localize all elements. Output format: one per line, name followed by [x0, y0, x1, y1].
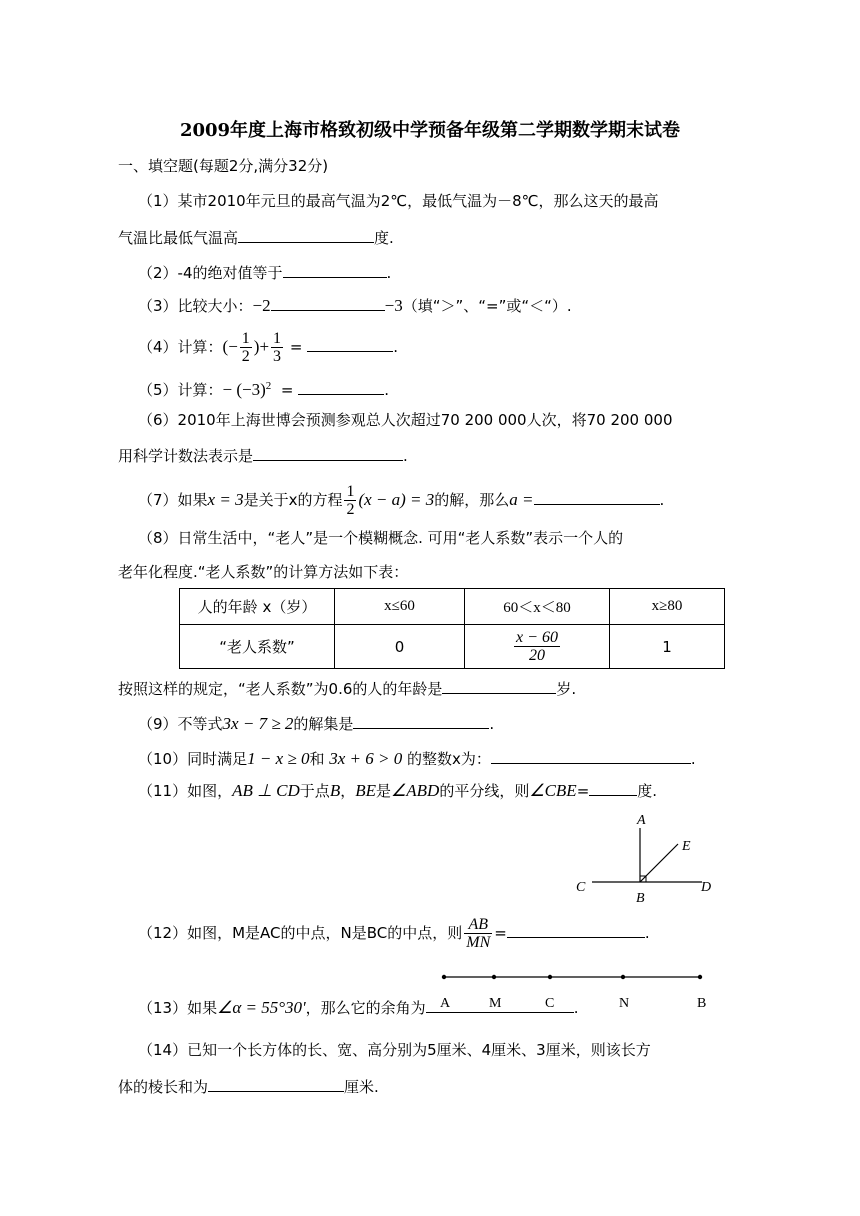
q5-end: .	[384, 381, 389, 399]
q11-unit: 度.	[637, 782, 658, 800]
q14-text: 体的棱长和为	[118, 1078, 209, 1096]
q14-unit: 厘米.	[344, 1078, 379, 1096]
q3-text: （3）比较大小：	[138, 297, 253, 315]
q4-text: （4）计算：	[138, 338, 223, 356]
q9-text-2: 的解集是	[293, 715, 354, 733]
question-14-line-1: （14）已知一个长方体的长、宽、高分别为5厘米、4厘米、3厘米，则该长方	[138, 1041, 651, 1059]
table-cell-fraction: $\frac{x - 60}{20}$	[465, 625, 610, 669]
q10-inequality-2: 3x + 6 > 0	[329, 749, 403, 768]
label-a: A	[637, 813, 646, 828]
label-d: D	[701, 880, 712, 895]
table-header-cell: x≥80	[610, 589, 725, 625]
q8-text: 按照这样的规定，“老人系数”为0.6的人的年龄是	[118, 680, 443, 698]
q5-text: （5）计算：	[138, 381, 223, 399]
q11-expr-3: ∠ABD	[391, 781, 440, 800]
q2-end: .	[386, 264, 392, 282]
q4-fraction-1: $\frac{1}{2}$	[241, 330, 250, 365]
q11-comma: ，	[340, 782, 356, 800]
q7-text-3: 的解，那么	[434, 491, 510, 509]
q9-inequality: 3x − 7 ≥ 2	[222, 714, 294, 733]
table-header-cell: 60＜x＜80	[465, 589, 610, 625]
label-c: C	[576, 880, 586, 895]
q4-fraction-2: $\frac{1}{3}$	[273, 330, 282, 365]
q3-left-value: −2	[252, 296, 271, 315]
point-c	[548, 975, 552, 979]
q3-right-value: −3	[384, 296, 403, 315]
q4-mid: )+	[253, 337, 270, 356]
q13-text-2: ，那么它的余角为	[305, 999, 426, 1017]
q13-angle: ∠α = 55°30'	[217, 998, 306, 1017]
question-6-line-1: （6）2010年上海世博会预测参观总人次超过70 200 000人次，将70 200 000	[138, 411, 673, 429]
q5-equals: =	[280, 381, 294, 399]
question-14-line-2	[118, 1075, 379, 1097]
q12-end: .	[644, 924, 650, 942]
label-e: E	[682, 839, 691, 854]
q11-text: （11）如图，	[138, 782, 233, 800]
q14-answer-blank	[208, 1075, 344, 1092]
label-a: A	[440, 996, 451, 1008]
label-b: B	[636, 891, 645, 906]
q1-text: 气温比最低气温高	[118, 229, 239, 247]
q11-expr-2: BE	[355, 781, 376, 800]
q12-fraction: $\frac{AB}{MN}$	[466, 916, 491, 951]
point-b	[698, 975, 702, 979]
q7-fraction: $\frac{1}{2}$	[346, 483, 355, 518]
q4-equals: =	[289, 338, 303, 356]
q7-text-2: 是关于x的方程	[243, 491, 343, 509]
q9-text: （9）不等式	[138, 715, 223, 733]
q11-expr-1: AB ⊥ CD	[232, 781, 300, 800]
exam-title: 2009年度上海市格致初级中学预备年级第二学期数学期末试卷	[179, 120, 681, 141]
q7-text: （7）如果	[138, 491, 208, 509]
q12-text: （12）如图，M是AC的中点，N是BC的中点，则	[138, 924, 463, 942]
q12-equals: =	[494, 924, 507, 942]
question-8-line-2: 老年化程度.“老人系数”的计算方法如下表：	[118, 563, 409, 581]
table-header-cell: x≤60	[335, 589, 465, 625]
label-c: C	[545, 996, 555, 1008]
q10-text: （10）同时满足	[138, 750, 248, 768]
q3-instruction: （填“＞”、“=”或“＜“）.	[402, 297, 572, 315]
q6-end: .	[403, 447, 408, 465]
label-n: N	[619, 996, 630, 1008]
table-cell: 0	[335, 625, 465, 669]
q11-text-4: 的平分线，则	[439, 782, 530, 800]
q11-text-3: 是	[376, 782, 392, 800]
table-header-cell: 人的年龄 x（岁）	[180, 589, 335, 625]
label-m: M	[489, 996, 502, 1008]
point-n	[621, 975, 625, 979]
table-cell: 1	[610, 625, 725, 669]
q6-text: 用科学计数法表示是	[118, 447, 254, 465]
q11-point: B	[329, 781, 341, 800]
q7-end: .	[659, 491, 665, 509]
q7-variable: a =	[509, 490, 534, 509]
q13-text: （13）如果	[138, 999, 218, 1017]
q5-exponent: 2	[265, 380, 272, 392]
q2-text: （2）-4的绝对值等于	[138, 264, 283, 282]
q13-end: .	[573, 999, 579, 1017]
point-a	[442, 975, 446, 979]
section-heading: 一、填空题(每题2分,满分32分)	[118, 157, 329, 175]
q11-equals: =	[576, 782, 590, 800]
label-b: B	[697, 996, 707, 1008]
q10-and: 和	[309, 750, 325, 768]
question-1-line-1: （1）某市2010年元旦的最高气温为2℃，最低气温为－8℃，那么这天的最高	[138, 192, 659, 210]
q13-answer-blank	[426, 996, 574, 1013]
q11-text-2: 于点	[299, 782, 330, 800]
q10-text-2: 的整数x为：	[407, 750, 491, 768]
question-8-line-1: （8）日常生活中，“老人”是一个模糊概念. 可用“老人系数”表示一个人的	[138, 529, 624, 547]
q9-end: .	[489, 715, 495, 733]
q1-unit: 度.	[374, 229, 394, 247]
question-13	[138, 996, 578, 1018]
q7-equation: (x − a) = 3	[358, 490, 435, 509]
table-row-label: “老人系数”	[180, 625, 335, 669]
q5-expr: − (−3)	[222, 380, 266, 399]
q10-inequality-1: 1 − x ≥ 0	[247, 749, 310, 768]
point-m	[492, 975, 496, 979]
q8-unit: 岁.	[556, 680, 577, 698]
q11-expr-4: ∠CBE	[529, 781, 577, 800]
q4-open: (−	[222, 337, 238, 356]
q7-condition: x = 3	[207, 490, 244, 509]
q4-end: .	[393, 338, 398, 356]
q10-end: .	[690, 750, 696, 768]
